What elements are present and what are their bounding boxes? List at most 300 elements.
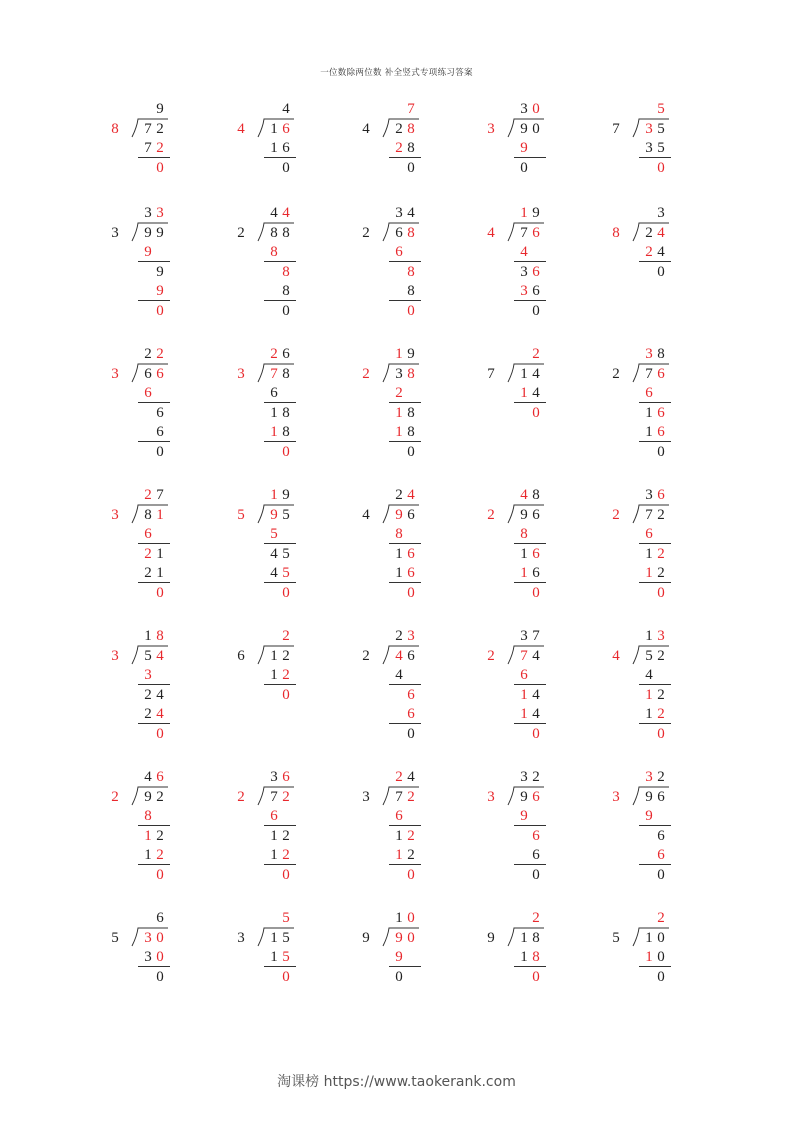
step-digit: 8 xyxy=(407,424,415,440)
quotient-digit: 2 xyxy=(657,910,665,926)
step-digit: 0 xyxy=(532,866,540,883)
dividend-digit: 6 xyxy=(282,120,290,137)
dividend-digit: 1 xyxy=(270,647,278,664)
division-problem xyxy=(228,344,358,464)
step-digit: 8 xyxy=(407,140,415,156)
step-digit: 6 xyxy=(657,827,665,844)
division-problem xyxy=(102,344,232,464)
step-digit: 4 xyxy=(520,244,528,260)
subtraction-line xyxy=(389,300,421,301)
step-digit: 0 xyxy=(407,159,415,176)
division-problem xyxy=(353,767,483,887)
step-digit: 3 xyxy=(520,283,528,299)
step-digit: 8 xyxy=(520,526,528,542)
step-digit: 2 xyxy=(156,827,164,844)
subtraction-line xyxy=(514,543,546,544)
subtraction-line xyxy=(639,864,671,865)
division-problem xyxy=(228,99,358,219)
dividend-digit: 8 xyxy=(144,506,152,523)
division-bracket xyxy=(130,219,170,243)
step-digit: 5 xyxy=(282,949,290,965)
quotient-digit: 3 xyxy=(156,205,164,221)
step-digit: 1 xyxy=(645,545,653,562)
subtraction-line xyxy=(389,261,421,262)
dividend-digit: 2 xyxy=(407,788,415,805)
step-digit: 6 xyxy=(645,385,653,401)
division-problem xyxy=(102,908,232,1028)
quotient-digit: 3 xyxy=(657,205,665,221)
step-digit: 6 xyxy=(270,385,278,401)
step-digit: 1 xyxy=(270,949,278,965)
step-digit: 1 xyxy=(270,424,278,440)
division-problem xyxy=(603,908,733,1028)
dividend-digit: 0 xyxy=(156,929,164,946)
dividend-digit: 4 xyxy=(156,647,164,664)
step-digit: 0 xyxy=(532,584,540,601)
divisor: 3 xyxy=(362,788,370,805)
step-digit: 1 xyxy=(395,847,403,863)
quotient-digit: 5 xyxy=(282,910,290,926)
divisor: 4 xyxy=(612,647,620,664)
subtraction-line xyxy=(138,825,170,826)
step-digit: 1 xyxy=(395,827,403,844)
division-problem xyxy=(478,485,608,605)
step-digit: 6 xyxy=(532,545,540,562)
dividend-digit: 0 xyxy=(657,929,665,946)
step-digit: 0 xyxy=(156,443,164,460)
dividend-digit: 8 xyxy=(532,929,540,946)
divisor: 4 xyxy=(237,120,245,137)
step-digit: 1 xyxy=(270,667,278,683)
step-digit: 6 xyxy=(532,263,540,280)
step-digit: 0 xyxy=(657,263,665,280)
step-digit: 6 xyxy=(395,808,403,824)
step-digit: 3 xyxy=(520,263,528,280)
division-bracket xyxy=(130,924,170,948)
quotient-digit: 3 xyxy=(407,628,415,644)
division-problem xyxy=(603,203,733,323)
step-digit: 0 xyxy=(532,404,540,421)
step-digit: 0 xyxy=(282,968,290,985)
step-digit: 6 xyxy=(657,424,665,440)
dividend-digit: 7 xyxy=(270,788,278,805)
dividend-digit: 2 xyxy=(645,224,653,241)
dividend-digit: 6 xyxy=(407,506,415,523)
step-digit: 8 xyxy=(270,244,278,260)
subtraction-line xyxy=(514,582,546,583)
dividend-digit: 1 xyxy=(270,120,278,137)
division-bracket xyxy=(256,219,296,243)
step-digit: 1 xyxy=(395,424,403,440)
quotient-digit: 2 xyxy=(532,910,540,926)
quotient-digit: 3 xyxy=(270,769,278,785)
division-problem xyxy=(228,485,358,605)
subtraction-line xyxy=(264,543,296,544)
division-bracket xyxy=(506,783,546,807)
step-digit: 4 xyxy=(645,667,653,683)
step-digit: 5 xyxy=(657,140,665,156)
dividend-digit: 7 xyxy=(645,506,653,523)
dividend-digit: 8 xyxy=(270,224,278,241)
step-digit: 2 xyxy=(282,667,290,683)
step-digit: 0 xyxy=(407,584,415,601)
dividend-digit: 5 xyxy=(282,506,290,523)
quotient-digit: 3 xyxy=(645,346,653,362)
step-digit: 6 xyxy=(407,545,415,562)
quotient-digit: 2 xyxy=(144,346,152,362)
step-digit: 6 xyxy=(657,404,665,421)
quotient-digit: 2 xyxy=(532,769,540,785)
subtraction-line xyxy=(138,261,170,262)
step-digit: 0 xyxy=(156,866,164,883)
division-bracket xyxy=(130,115,170,139)
step-digit: 2 xyxy=(144,565,152,581)
division-problem xyxy=(102,203,232,323)
division-bracket xyxy=(631,219,671,243)
step-digit: 6 xyxy=(407,686,415,703)
dividend-digit: 9 xyxy=(395,506,403,523)
quotient-digit: 1 xyxy=(144,628,152,644)
quotient-digit: 9 xyxy=(282,487,290,503)
division-bracket xyxy=(130,360,170,384)
step-digit: 4 xyxy=(532,385,540,401)
dividend-digit: 1 xyxy=(645,929,653,946)
subtraction-line xyxy=(264,966,296,967)
step-digit: 9 xyxy=(645,808,653,824)
quotient-digit: 4 xyxy=(282,101,290,117)
step-digit: 2 xyxy=(657,565,665,581)
dividend-digit: 3 xyxy=(395,365,403,382)
subtraction-line xyxy=(514,966,546,967)
division-problem xyxy=(478,908,608,1028)
division-problem xyxy=(603,344,733,464)
division-bracket xyxy=(381,219,421,243)
step-digit: 0 xyxy=(156,949,164,965)
subtraction-line xyxy=(389,864,421,865)
step-digit: 4 xyxy=(156,686,164,703)
quotient-digit: 4 xyxy=(407,205,415,221)
division-bracket xyxy=(381,115,421,139)
step-digit: 8 xyxy=(282,263,290,280)
subtraction-line xyxy=(639,543,671,544)
subtraction-line xyxy=(138,300,170,301)
step-digit: 2 xyxy=(657,686,665,703)
step-digit: 2 xyxy=(395,385,403,401)
step-digit: 2 xyxy=(144,706,152,722)
division-bracket xyxy=(631,642,671,666)
division-bracket xyxy=(256,924,296,948)
division-bracket xyxy=(130,501,170,525)
dividend-digit: 6 xyxy=(532,506,540,523)
dividend-digit: 2 xyxy=(395,120,403,137)
division-problem xyxy=(102,626,232,746)
subtraction-line xyxy=(639,402,671,403)
subtraction-line xyxy=(264,402,296,403)
step-digit: 1 xyxy=(520,686,528,703)
step-digit: 1 xyxy=(645,949,653,965)
division-problem xyxy=(478,767,608,887)
dividend-digit: 3 xyxy=(144,929,152,946)
step-digit: 0 xyxy=(657,159,665,176)
step-digit: 1 xyxy=(520,565,528,581)
divisor: 7 xyxy=(487,365,495,382)
quotient-digit: 6 xyxy=(156,910,164,926)
subtraction-line xyxy=(639,441,671,442)
step-digit: 4 xyxy=(156,706,164,722)
quotient-digit: 0 xyxy=(407,910,415,926)
division-problem xyxy=(228,767,358,887)
step-digit: 6 xyxy=(270,808,278,824)
division-problem xyxy=(353,344,483,464)
subtraction-line xyxy=(389,684,421,685)
dividend-digit: 9 xyxy=(144,224,152,241)
subtraction-line xyxy=(389,723,421,724)
dividend-digit: 0 xyxy=(407,929,415,946)
subtraction-line xyxy=(389,825,421,826)
division-problem xyxy=(353,626,483,746)
quotient-digit: 2 xyxy=(532,346,540,362)
step-digit: 4 xyxy=(657,244,665,260)
subtraction-line xyxy=(514,684,546,685)
dividend-digit: 8 xyxy=(282,224,290,241)
subtraction-line xyxy=(389,582,421,583)
division-bracket xyxy=(506,924,546,948)
divisor: 3 xyxy=(111,224,119,241)
quotient-digit: 2 xyxy=(156,346,164,362)
step-digit: 6 xyxy=(657,847,665,863)
division-problem xyxy=(478,99,608,219)
division-problem xyxy=(102,485,232,605)
division-problem xyxy=(228,908,358,1028)
step-digit: 1 xyxy=(156,545,164,562)
dividend-digit: 1 xyxy=(520,929,528,946)
division-problem xyxy=(603,767,733,887)
dividend-digit: 5 xyxy=(144,647,152,664)
step-digit: 1 xyxy=(395,565,403,581)
divisor: 2 xyxy=(612,506,620,523)
division-bracket xyxy=(506,501,546,525)
division-bracket xyxy=(381,783,421,807)
step-digit: 8 xyxy=(407,404,415,421)
subtraction-line xyxy=(639,825,671,826)
dividend-digit: 1 xyxy=(520,365,528,382)
division-problem xyxy=(478,626,608,746)
dividend-digit: 7 xyxy=(270,365,278,382)
step-digit: 0 xyxy=(156,725,164,742)
subtraction-line xyxy=(138,157,170,158)
step-digit: 9 xyxy=(144,244,152,260)
division-bracket xyxy=(631,501,671,525)
quotient-digit: 4 xyxy=(144,769,152,785)
dividend-digit: 2 xyxy=(156,120,164,137)
subtraction-line xyxy=(639,684,671,685)
quotient-digit: 9 xyxy=(156,101,164,117)
dividend-digit: 9 xyxy=(395,929,403,946)
step-digit: 2 xyxy=(156,847,164,863)
subtraction-line xyxy=(389,157,421,158)
step-digit: 6 xyxy=(532,827,540,844)
quotient-digit: 6 xyxy=(282,769,290,785)
dividend-digit: 8 xyxy=(407,120,415,137)
step-digit: 2 xyxy=(407,827,415,844)
step-digit: 6 xyxy=(282,140,290,156)
step-digit: 3 xyxy=(144,949,152,965)
step-digit: 1 xyxy=(395,545,403,562)
worksheet-title: 一位数除两位数 补全竖式专项练习答案 xyxy=(320,68,473,78)
division-bracket xyxy=(381,360,421,384)
division-bracket xyxy=(256,501,296,525)
step-digit: 0 xyxy=(156,302,164,319)
step-digit: 0 xyxy=(407,866,415,883)
dividend-digit: 6 xyxy=(532,224,540,241)
divisor: 3 xyxy=(612,788,620,805)
step-digit: 0 xyxy=(282,443,290,460)
quotient-digit: 3 xyxy=(645,769,653,785)
step-digit: 1 xyxy=(645,424,653,440)
step-digit: 0 xyxy=(407,443,415,460)
dividend-digit: 7 xyxy=(520,647,528,664)
dividend-digit: 9 xyxy=(520,120,528,137)
divisor: 9 xyxy=(487,929,495,946)
division-bracket xyxy=(631,924,671,948)
step-digit: 0 xyxy=(395,968,403,985)
dividend-digit: 5 xyxy=(645,647,653,664)
division-bracket xyxy=(381,642,421,666)
step-digit: 0 xyxy=(407,302,415,319)
step-digit: 1 xyxy=(156,565,164,581)
step-digit: 0 xyxy=(657,443,665,460)
dividend-digit: 6 xyxy=(657,365,665,382)
subtraction-line xyxy=(389,543,421,544)
quotient-digit: 6 xyxy=(156,769,164,785)
step-digit: 6 xyxy=(407,706,415,722)
divisor: 3 xyxy=(237,929,245,946)
subtraction-line xyxy=(639,582,671,583)
dividend-digit: 6 xyxy=(407,647,415,664)
step-digit: 1 xyxy=(645,686,653,703)
dividend-digit: 4 xyxy=(532,365,540,382)
step-digit: 6 xyxy=(645,526,653,542)
subtraction-line xyxy=(138,966,170,967)
dividend-digit: 9 xyxy=(144,788,152,805)
subtraction-line xyxy=(514,402,546,403)
step-digit: 1 xyxy=(645,404,653,421)
subtraction-line xyxy=(639,723,671,724)
step-digit: 8 xyxy=(407,283,415,299)
step-digit: 0 xyxy=(156,159,164,176)
step-digit: 0 xyxy=(282,686,290,703)
subtraction-line xyxy=(639,966,671,967)
step-digit: 9 xyxy=(395,949,403,965)
dividend-digit: 6 xyxy=(395,224,403,241)
step-digit: 0 xyxy=(156,584,164,601)
quotient-digit: 4 xyxy=(407,487,415,503)
dividend-digit: 7 xyxy=(395,788,403,805)
division-bracket xyxy=(130,642,170,666)
quotient-digit: 2 xyxy=(395,628,403,644)
division-bracket xyxy=(256,115,296,139)
step-digit: 7 xyxy=(144,140,152,156)
step-digit: 5 xyxy=(282,565,290,581)
quotient-digit: 6 xyxy=(657,487,665,503)
step-digit: 2 xyxy=(395,140,403,156)
division-bracket xyxy=(130,783,170,807)
division-bracket xyxy=(256,783,296,807)
subtraction-line xyxy=(264,684,296,685)
step-digit: 9 xyxy=(156,263,164,280)
divisor: 2 xyxy=(487,506,495,523)
quotient-digit: 3 xyxy=(645,487,653,503)
quotient-digit: 4 xyxy=(407,769,415,785)
subtraction-line xyxy=(514,723,546,724)
quotient-digit: 1 xyxy=(645,628,653,644)
quotient-digit: 4 xyxy=(270,205,278,221)
quotient-digit: 3 xyxy=(520,769,528,785)
step-digit: 1 xyxy=(645,565,653,581)
subtraction-line xyxy=(138,864,170,865)
divisor: 5 xyxy=(612,929,620,946)
step-digit: 2 xyxy=(657,545,665,562)
division-problem xyxy=(353,908,483,1028)
subtraction-line xyxy=(514,864,546,865)
divisor: 8 xyxy=(111,120,119,137)
step-digit: 0 xyxy=(657,584,665,601)
step-digit: 0 xyxy=(407,725,415,742)
divisor: 2 xyxy=(487,647,495,664)
division-problem xyxy=(353,485,483,605)
division-problem xyxy=(478,203,608,323)
quotient-digit: 4 xyxy=(520,487,528,503)
step-digit: 0 xyxy=(657,866,665,883)
step-digit: 0 xyxy=(657,968,665,985)
quotient-digit: 2 xyxy=(395,487,403,503)
subtraction-line xyxy=(138,543,170,544)
step-digit: 1 xyxy=(520,706,528,722)
divisor: 5 xyxy=(111,929,119,946)
subtraction-line xyxy=(389,402,421,403)
step-digit: 1 xyxy=(395,404,403,421)
step-digit: 2 xyxy=(645,244,653,260)
subtraction-line xyxy=(389,966,421,967)
division-bracket xyxy=(506,219,546,243)
step-digit: 6 xyxy=(144,526,152,542)
step-digit: 4 xyxy=(270,565,278,581)
step-digit: 2 xyxy=(156,140,164,156)
division-bracket xyxy=(506,360,546,384)
step-digit: 1 xyxy=(270,827,278,844)
dividend-digit: 2 xyxy=(657,506,665,523)
step-digit: 0 xyxy=(282,159,290,176)
step-digit: 6 xyxy=(532,283,540,299)
dividend-digit: 2 xyxy=(282,788,290,805)
divisor: 6 xyxy=(237,647,245,664)
subtraction-line xyxy=(264,261,296,262)
dividend-digit: 8 xyxy=(282,365,290,382)
divisor: 4 xyxy=(362,506,370,523)
dividend-digit: 7 xyxy=(144,120,152,137)
step-digit: 4 xyxy=(532,706,540,722)
divisor: 3 xyxy=(111,506,119,523)
division-problem xyxy=(228,203,358,323)
step-digit: 8 xyxy=(282,424,290,440)
step-digit: 8 xyxy=(144,808,152,824)
subtraction-line xyxy=(138,402,170,403)
step-digit: 6 xyxy=(156,404,164,421)
step-digit: 1 xyxy=(520,385,528,401)
step-digit: 1 xyxy=(270,847,278,863)
step-digit: 8 xyxy=(395,526,403,542)
dividend-digit: 5 xyxy=(657,120,665,137)
